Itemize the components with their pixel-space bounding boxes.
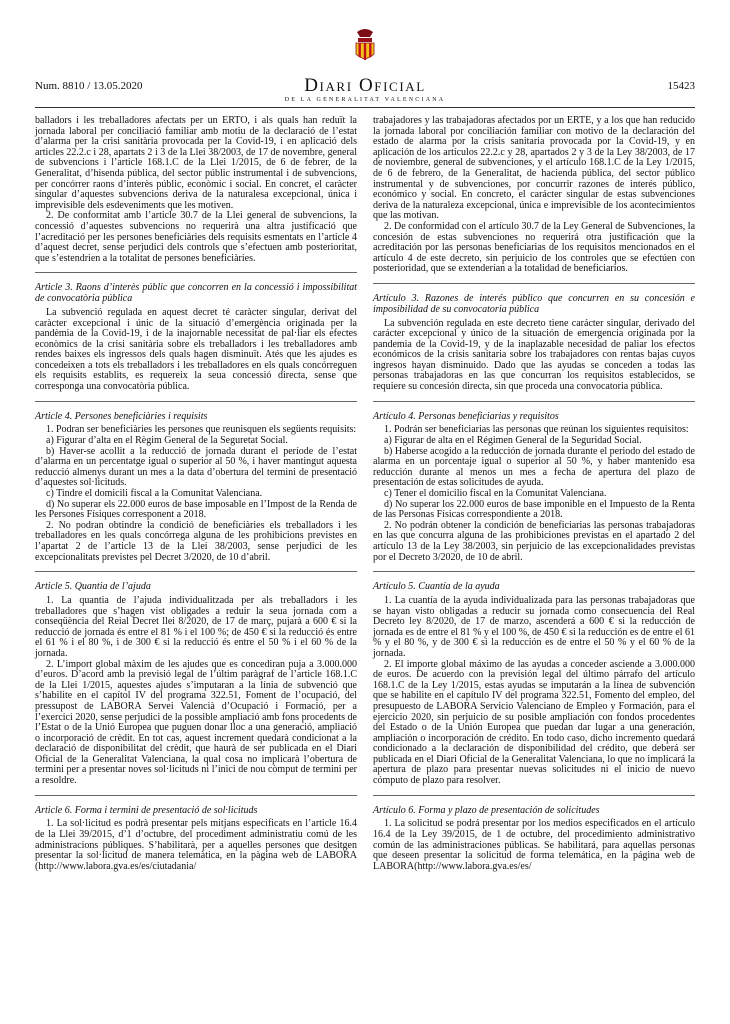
article-paragraph: b) Haberse acogido a la reducción de jornada durante el periodo del estado de alarma en un porcentaje igual o superior al 50 %, y haber mantenido esa reducción durante al menos un mes a fecha de apertura del plazo de presentación de estas solicitudes de ayuda.	[373, 445, 695, 489]
article-paragraph: a) Figurar d’alta en el Règim General de la Seguretat Social.	[46, 435, 288, 447]
article-paragraph: 2. No podrán obtener la condición de beneficiarias las personas trabajadoras en las que concurra alguna de las prohibiciones previstas en el apartado 2 del artículo 13 de la Ley 38/2003, sin perjuicio de las excepcionalidades previstas por el Decreto 3/2020, de 10 de abril.	[373, 519, 695, 563]
article-paragraph: d) No superar los 22.000 euros de base imponible en el Impuesto de la Renta de las Personas Físicas correspondiente a 2018.	[373, 498, 695, 521]
article-4-heading: Article 4. Persones beneficiàries i requisits	[35, 410, 208, 422]
page-number: 15423	[667, 80, 695, 92]
article-paragraph: La subvenció regulada en aquest decret té caràcter singular, derivat del caràcter excepcional i únic de la situació d’emergència originada per la pandèmia de la Covid-19, i de la inajornable necessitat de pal·liar els efectes econòmics de la crisi sanitària sobre els treballadors i les treballadores amb rendes baixes els ingressos dels quals hagen disminuït. Atés que les ajudes es concedeixen a tots els treballadors i les treballadores en els quals concórreguen els requisits establits, es requereix la seua concessió directa, sense que corresponga una convocatòria pública.	[35, 306, 357, 393]
article-3-heading: Article 3. Raons d’interès públic que concorren en la concessió i impossibilitat de convocatòria pública	[35, 282, 357, 305]
section-divider	[373, 795, 695, 796]
article-paragraph: a) Figurar de alta en el Régimen General de la Seguridad Social.	[384, 435, 642, 447]
section-divider	[35, 401, 357, 402]
spanish-column	[373, 116, 695, 872]
issue-number-date: Num. 8810 / 13.05.2020	[35, 80, 143, 92]
article-paragraph: 1. La sol·licitud es podrà presentar pels mitjans especificats en l’article 16.4 de la Llei 39/2015, d’1 d’octubre, del procediment administratiu comú de les administracions públiques. S’habilitarà, per a aquelles persones que desitgen presentar la sol·licitud de manera telemàtica, en la pàgina web de LABORA (http://www.labora.gva.es/es/ciutadania/	[35, 818, 357, 872]
section-divider	[35, 571, 357, 572]
article-paragraph: 1. Podrán ser beneficiarias las personas que reúnan los siguientes requisitos:	[384, 424, 689, 436]
publication-subtitle: DE LA GENERALITAT VALENCIANA	[284, 97, 446, 103]
page-header	[35, 28, 695, 103]
article-paragraph: 1. La cuantía de la ayuda individualizada para las personas trabajadoras que se hayan visto obligadas a reducir su jornada como consecuencia del Real Decreto ley 8/2020, de 17 de marzo, ascenderá a 600 € si la reducción de jornada es de entre el 81 % y el 100 %, de 450 € si la reducción es de entre el 61 % y el 80 %, y de 300 € si la reducción es de entre el 50 % y el 60 % de la jornada.	[373, 594, 695, 659]
section-divider	[373, 283, 695, 284]
intro-paragraph: 2. De conformidad con el artículo 30.7 de la Ley General de Subvenciones, la concesión de estas subvenciones no requerirá otra justificación que la acreditación por las personas beneficiarias de los requisitos mencionados en el artículo 4 de este decreto, sin perjuicio de los controles que se efectúen con posterioridad, que se extenderían a la totalidad de beneficiarios.	[373, 220, 696, 275]
intro-paragraph: trabajadores y las trabajadoras afectados por un ERTE, y a los que han reducido la jornada laboral por conciliación familiar con motivo de la declaración del estado de alarma por la crisis sanitaria provocada por la Covid-19, y en aplicación de los artículos 22.2.c y 28, apartados 2 y 3 de la Ley 38/2003, de 17 de noviembre, general de subvenciones, y el artículo 168.1.C de la Ley 1/2015, de 6 de febrero, de la Generalitat, de hacienda pública, del sector público instrumental y de subvenciones, por concurrir razones de interés público, económico y social. En concreto, el carácter singular de estas subvenciones deriva de la naturaleza excepcional, única e imprevisible de los acontecimientos que las motivan.	[373, 115, 695, 222]
article-6-heading: Artículo 6. Forma y plazo de presentación de solicitudes	[373, 804, 600, 816]
article-paragraph: 2. L’import global màxim de les ajudes que es concediran puja a 3.000.000 d’euros. D’acord amb la previsió legal de l’últim paràgraf de l’article 168.1.C de la Llei 1/2015, aquestes ajudes s’imputaran a la línia de subvenció que s’habilite en el capítol IV del programa 322.51, Foment de l’ocupació, del pressupost de LABORA Servei Valencià d’Ocupació i Formació, per a l’exercici 2020, sense perjudici de la possible ampliació amb fons procedents de l’Estat o de la Unió Europea que puguen donar lloc a una generació, ampliació o incorporació de crèdit. En tot cas, aquest increment quedarà condicionat a la declaració de disponibilitat del crèdit, que haurà de ser publicada en el Diari Oficial de la Generalitat Valenciana, la qual cosa no implicarà l’obertura de termini per a presentar noves sol·licituds ni l’inici de nou còmput de termini per a resoldre.	[35, 658, 357, 787]
article-6-heading: Article 6. Forma i termini de presentació de sol·licituds	[35, 804, 258, 816]
intro-paragraph: 2. De conformitat amb l’article 30.7 de la Llei general de subvencions, la concessió d’aquestes subvencions no requerirà una altra justificació que l’acreditació per les persones beneficiàries dels requisits esmentats en l’article 4 d’aquest decret, sense perjudici dels controls que s’efectuen amb posterioritat, que s’estendrien a la totalitat de persones beneficiàries.	[35, 210, 357, 264]
article-paragraph: b) Haver-se acollit a la reducció de jornada durant el període de l’estat d’alarma en un percentatge igual o superior al 50 %, i haver mantingut aquesta reducció almenys durant un mes a la data d’obertura del termini de presentació d’aquestes sol·licituds.	[35, 445, 357, 489]
intro-paragraph: balladors i les treballadores afectats per un ERTO, i als quals han reduït la jornada laboral per conciliació familiar amb motiu de la declaració de l’estat d’alarma per la crisi sanitària provocada per la Covid-19, i en aplicació dels articles 22.2.c i 28, apartats 2 i 3 de la Llei 38/2003, de 17 de novembre, general de subvencions i l’article 168.1.C de la Llei 1/2015, de 6 de febrer, de la Generalitat, d’hisenda pública, del sector públic instrumental i de subvencions, per concórrer raons d’interès públic, econòmic i social. En concret, el caràcter singular d’aquestes subvencions deriva de la naturalesa excepcional, única i imprevisible dels esdeveniments que les motiven.	[35, 115, 357, 211]
generalitat-coat-of-arms-icon	[348, 28, 382, 64]
article-paragraph: 2. No podran obtindre la condició de beneficiàries els treballadors i les treballadores en les quals concórrega alguna de les prohibicions previstes en l’apartat 2 de l’article 13 de la Llei 38/2003, sense perjudici de les excepcionalitats previstes pel Decret 3/2020, de 10 d’abril.	[35, 519, 357, 563]
article-paragraph: c) Tindre el domicili fiscal a la Comunitat Valenciana.	[46, 488, 263, 500]
publication-title: Diari Oficial	[304, 75, 426, 96]
article-paragraph: d) No superar els 22.000 euros de base imposable en l’Impost de la Renda de les Persones Físiques corresponent a 2018.	[35, 498, 357, 521]
section-divider	[373, 401, 695, 402]
article-paragraph: 1. La quantia de l’ajuda individualitzada per als treballadors i les treballadores que s’hagen vist obligades a reduir la seua jornada com a conseqüència del Reial Decret llei 8/2020, de 17 de març, pujarà a 600 € si la reducció de jornada és entre el 81 % i el 100 %; de 450 € si la reducció és entre el 61 % i el 80 %, i de 300 € si la reducció és entre el 50 % i el 60 % de la jornada.	[35, 594, 357, 659]
header-rule	[35, 107, 695, 108]
article-3-heading: Artículo 3. Razones de interés público que concurren en su concesión e imposibilidad de su convocatoria pública	[373, 292, 695, 315]
valencian-column	[35, 116, 357, 872]
section-divider	[373, 571, 695, 572]
article-5-heading: Article 5. Quantia de l’ajuda	[35, 581, 151, 593]
article-paragraph: 2. El importe global máximo de las ayudas a conceder asciende a 3.000.000 de euros. De acuerdo con la previsión legal del último párrafo del artículo 168.1.C de la Ley 1/2015, estas ayudas se imputarán a la línea de subvención que se habilite en el capítulo IV del programa 322.51, Fomento del empleo, del presupuesto de LABORA Servicio Valenciano de Empleo y Formación, para el ejercicio 2020, sin perjuicio de su posible ampliación con fondos procedentes del Estado o de la Unión Europea que puedan dar lugar a una generación, ampliación o incorporación de crédito. En todo caso, dicho incremento quedará condicionado a la declaración de disponibilidad del crédito, que deberá ser publicada en el Diari Oficial de la Generalitat Valenciana, lo que no implicará la apertura de plazo para presentar nuevas solicitudes ni el inicio de nuevo cómputo de plazo para resolver.	[373, 658, 695, 787]
section-divider	[35, 272, 357, 273]
article-4-heading: Artículo 4. Personas beneficiarias y requisitos	[373, 410, 559, 422]
article-5-heading: Artículo 5. Cuantía de la ayuda	[373, 581, 500, 593]
article-paragraph: c) Tener el domicilio fiscal en la Comunitat Valenciana.	[384, 488, 607, 500]
article-paragraph: 1. La solicitud se podrá presentar por los medios especificados en el artículo 16.4 de la Ley 39/2015, de 1 de octubre, del procedimiento administrativo común de las administraciones públicas. Se habilitará, para aquellas personas que deseen presentar la solicitud de forma telemática, en la página web de LABORA(http://www.labora.gva.es/es/	[373, 818, 695, 872]
article-paragraph: 1. Podran ser beneficiàries les persones que reunisquen els següents requisits:	[46, 424, 357, 436]
article-paragraph: La subvención regulada en este decreto tiene carácter singular, derivado del carácter excepcional y único de la situación de emergencia originada por la pandemia de la Covid-19, y de la inaplazable necesidad de paliar los efectos económicos de la crisis sanitaria sobre los trabajadores con rentas bajas cuyos ingresos hayan disminuido. Dado que las ayudas se conceden a todas las personas trabajadoras en las que concurran los requisitos establecidos, se requiere su concesión directa, sin que proceda una convocatoria pública.	[373, 317, 695, 393]
section-divider	[35, 795, 357, 796]
